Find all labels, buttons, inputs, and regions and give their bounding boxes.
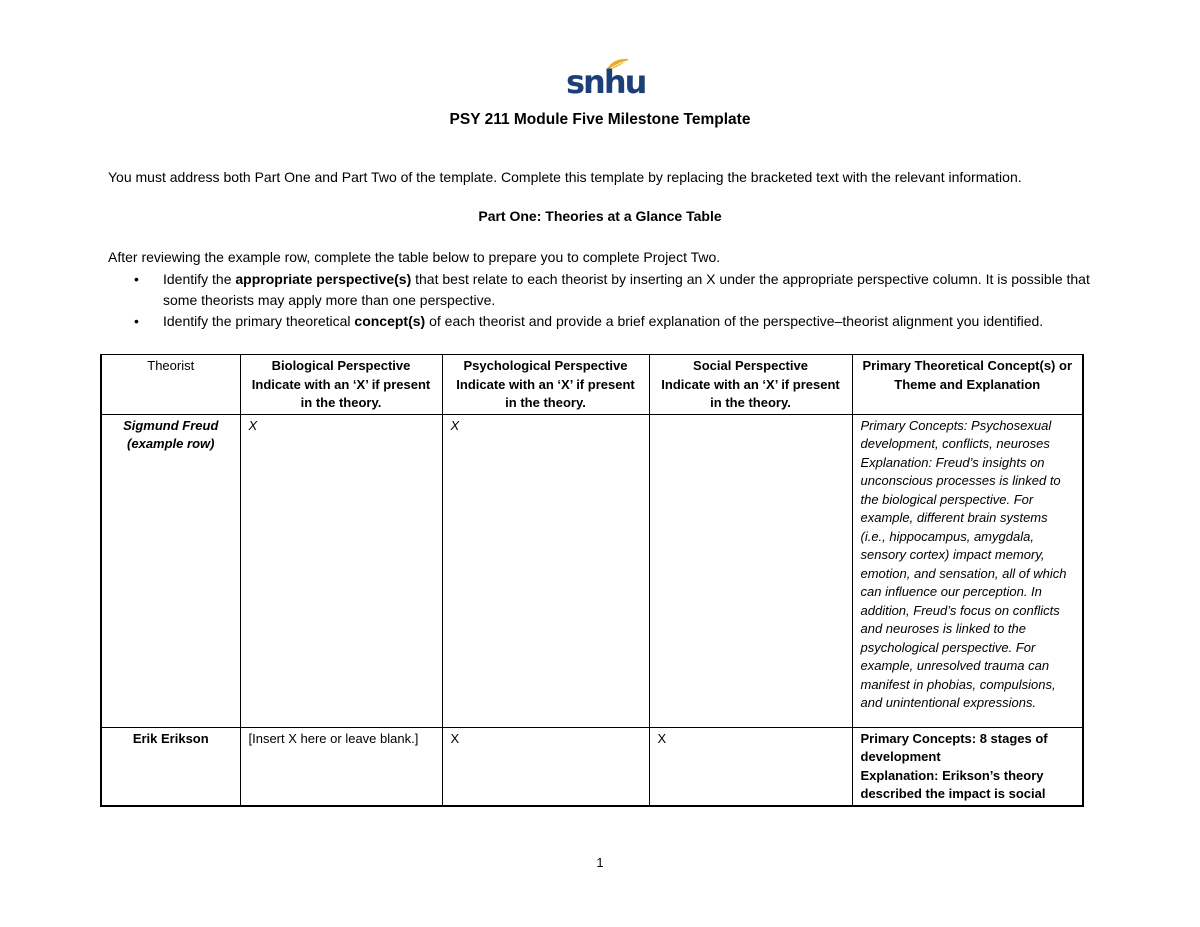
header-subtitle: Indicate with an ‘X’ if present in the theory. [456, 376, 635, 410]
snhu-logo [566, 58, 646, 104]
header-title: Psychological Perspective [463, 358, 628, 373]
document-title: PSY 211 Module Five Milestone Template [449, 111, 751, 128]
part-one-heading: Part One: Theories at a Glance Table [478, 208, 722, 224]
logo-wordmark: snhu [566, 63, 646, 101]
header-social [649, 355, 852, 415]
list-item [108, 269, 1093, 311]
cell-psychological[interactable]: X [442, 727, 649, 806]
header-psychological [442, 355, 649, 415]
table-row [101, 414, 1083, 727]
bullet-icon: • [134, 313, 139, 329]
cell-social[interactable] [649, 414, 852, 727]
header-concepts: Primary Theoretical Concept(s) or Theme and Explanation [852, 355, 1083, 415]
theories-table [100, 354, 1084, 807]
part-one-lead: After reviewing the example row, complete the table below to prepare you to complete Project Two. [108, 249, 721, 265]
explanation-text: Explanation: Erikson’s theory described the impact is social [860, 767, 1046, 801]
bullet-text: Identify the primary theoretical [163, 313, 355, 329]
cell-social[interactable]: X [649, 727, 852, 806]
bullet-text: Identify the [163, 271, 236, 287]
header-theorist: Theorist [101, 355, 240, 415]
header-subtitle: Indicate with an ‘X’ if present in the theory. [661, 376, 840, 410]
bullet-text: of each theorist and provide a brief explanation of the perspective–theorist alignment you identified. [425, 313, 1044, 329]
page-number: 1 [596, 855, 604, 870]
list-item [108, 311, 1093, 332]
concepts-text: Primary Concepts: 8 stages of development [860, 730, 1048, 764]
instruction-list [108, 269, 1093, 332]
header-subtitle: Indicate with an ‘X’ if present in the theory. [251, 376, 431, 410]
cell-biological[interactable]: X [240, 414, 442, 727]
cell-concepts[interactable] [852, 414, 1083, 727]
explanation-text: Explanation: Freud’s insights on unconscious processes is linked to the biological perspective. For example, different brain systems (i.e., hippocampus, amygdala, sensory cortex) impact memory, emotion, and sensation, all of which can influence our perception. In addition, Freud’s focus on conflicts and neuroses is linked to the psychological perspective. For example, unresolved trauma can manifest in phobias, compulsions, and unintentional expressions. [860, 454, 1067, 710]
cell-psychological[interactable]: X [442, 414, 649, 727]
header-biological [240, 355, 442, 415]
cell-theorist[interactable]: Sigmund Freud (example row) [101, 414, 240, 727]
header-title: Biological Perspective [271, 358, 411, 373]
table-row [101, 727, 1083, 806]
concepts-text: Primary Concepts: Psychosexual development, conflicts, neuroses [860, 417, 1052, 451]
bullet-text: that best relate to each theorist by inserting an X under the appropriate perspective column. It is possible that some theorists may apply more than one perspective. [163, 271, 1090, 308]
cell-biological[interactable]: [Insert X here or leave blank.] [240, 727, 442, 806]
cell-concepts[interactable] [852, 727, 1083, 806]
intro-paragraph: You must address both Part One and Part Two of the template. Complete this template by replacing the bracketed text with the relevant information. [108, 169, 1022, 185]
bullet-icon: • [134, 271, 139, 287]
header-title: Social Perspective [693, 358, 808, 373]
cell-theorist[interactable]: Erik Erikson [101, 727, 240, 806]
bullet-emphasis: appropriate perspective(s) [235, 271, 412, 287]
bullet-emphasis: concept(s) [354, 313, 426, 329]
table-header-row [101, 355, 1083, 415]
